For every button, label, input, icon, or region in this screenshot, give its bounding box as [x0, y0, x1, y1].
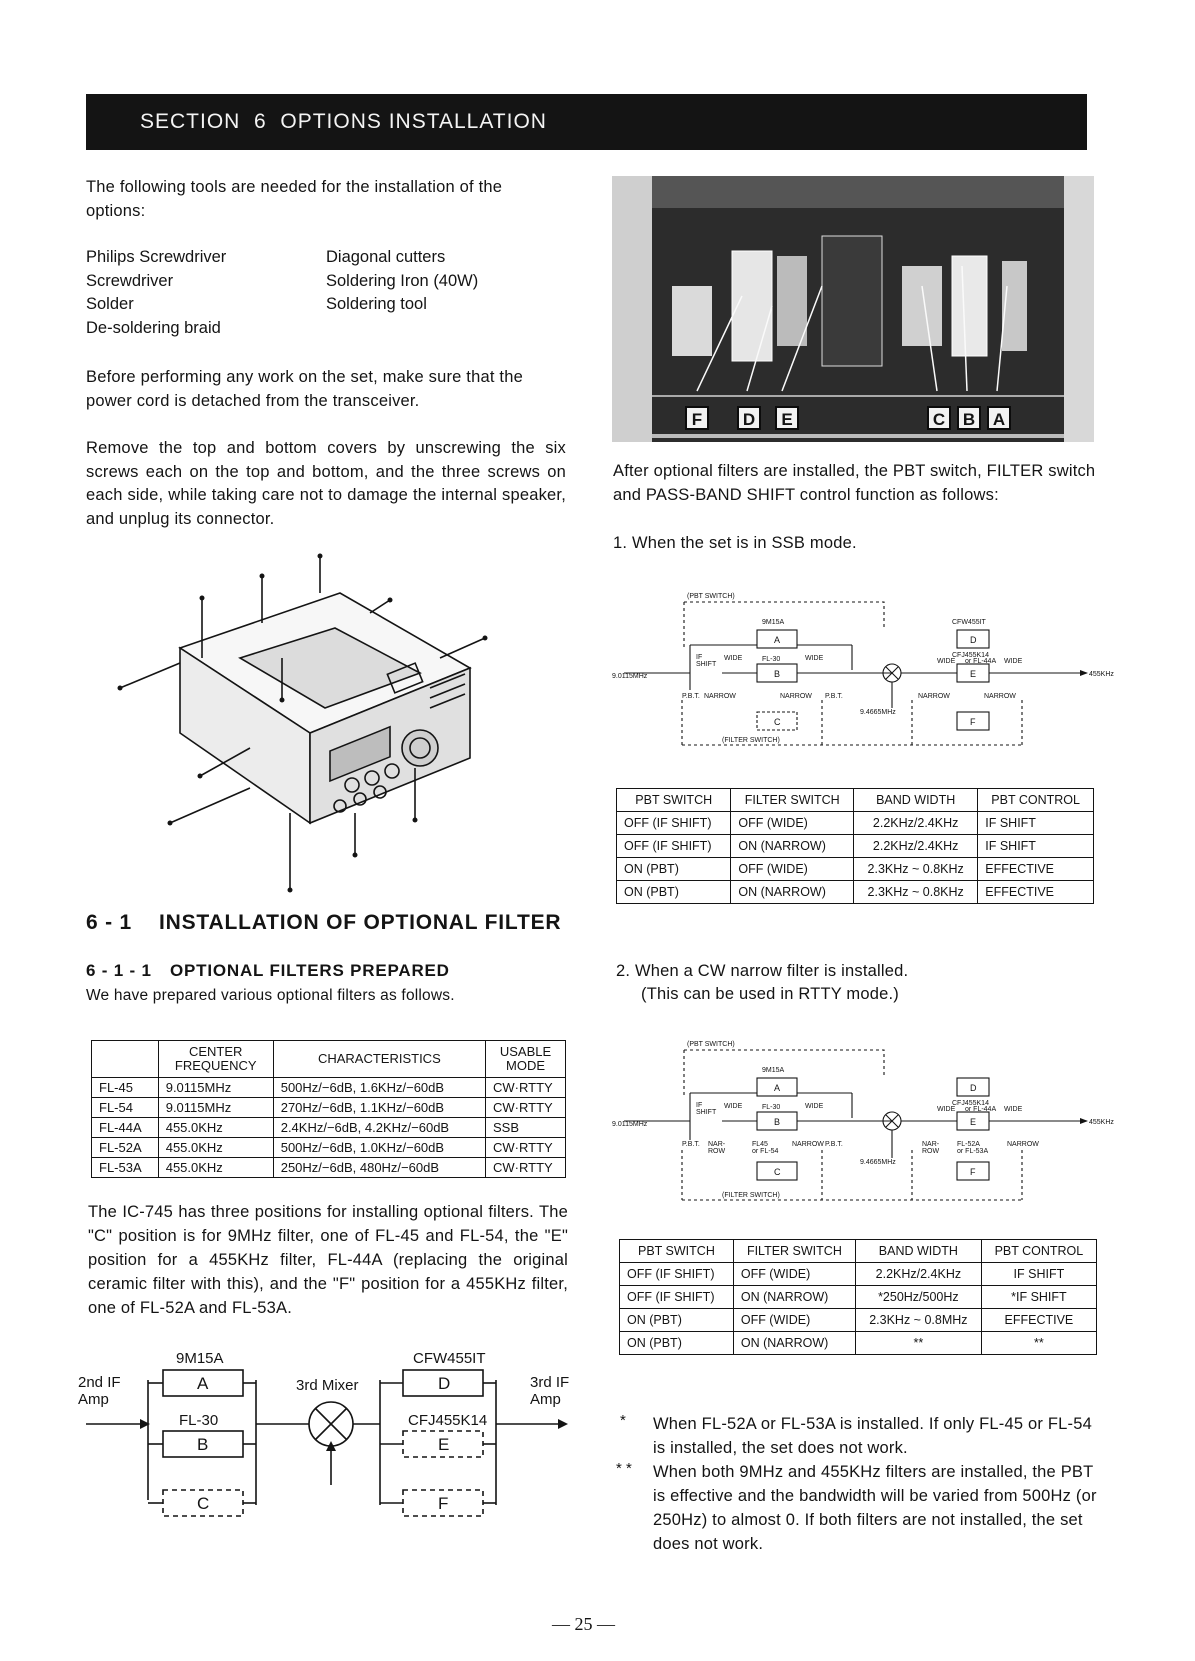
table-row: [620, 1263, 1097, 1286]
label-pbt: P.B.T.: [682, 1141, 700, 1148]
label-freq-out: 455KHz: [1089, 1119, 1114, 1126]
power-paragraph: Before performing any work on the set, make sure that the power cord is detached from the transceiver.: [86, 368, 523, 410]
table-cell: ON (PBT): [617, 881, 731, 904]
table-cell: 2.2KHz/2.4KHz: [854, 812, 978, 835]
label-cfw455it: CFW455IT: [952, 619, 986, 626]
table-cell: CW·RTTY: [486, 1098, 566, 1118]
label-9m15a: 9M15A: [762, 619, 785, 626]
table-cell: SSB: [486, 1118, 566, 1138]
table-cell: OFF (WIDE): [731, 858, 854, 881]
table-header: BAND WIDTH: [855, 1240, 981, 1263]
photo-label-b: B: [957, 406, 981, 430]
table-cell: CW·RTTY: [486, 1158, 566, 1178]
label-pbt-switch: (PBT SWITCH): [687, 593, 735, 600]
table-header: CENTER FREQUENCY: [158, 1041, 273, 1078]
table-cell: 2.3KHz ~ 0.8KHz: [854, 881, 978, 904]
photo-label-d: D: [737, 406, 761, 430]
page-number: — 25 —: [552, 1614, 615, 1634]
label-cfj455k14: CFJ455K14: [952, 652, 989, 659]
label-if: IF: [696, 1102, 703, 1109]
covers-paragraph: Remove the top and bottom covers by unscrewing the six screws each on the top and bottom, and the three screws on each side, while taking care not to damage the internal speaker, and unplug its connector.: [86, 439, 566, 528]
table-row: [617, 812, 1094, 835]
tool-item: Solder: [86, 295, 134, 313]
table-cell: ON (PBT): [617, 858, 731, 881]
table-row: [92, 1078, 566, 1098]
table-cell: **: [855, 1332, 981, 1355]
table-cell: 270Hz/−6dB, 1.1KHz/−60dB: [273, 1098, 485, 1118]
photo-label-c: C: [927, 406, 951, 430]
table-cell: EFFECTIVE: [981, 1309, 1096, 1332]
box-d: D: [970, 1083, 977, 1093]
label-shift: SHIFT: [696, 1109, 717, 1116]
box-e: E: [438, 1435, 450, 1454]
case1-heading: 1. When the set is in SSB mode.: [613, 534, 857, 552]
section-title: SECTION 6 OPTIONS INSTALLATION: [140, 110, 547, 133]
positions-paragraph: The IC-745 has three positions for installing optional filters. The "C" position is for 9MHz filter, one of FL-45 and FL-54, the "E" position for a 455KHz filter, FL-44A (replacing the original ceramic filter with this), and the "F" position for a 455KHz filter, one of FL-52A and FL-53A.: [88, 1203, 568, 1317]
box-d: D: [438, 1374, 451, 1393]
table-row: [620, 1332, 1097, 1355]
note-mark: * *: [616, 1460, 632, 1477]
intro-text: The following tools are needed for the installation of the options:: [86, 178, 503, 220]
table-header: PBT CONTROL: [981, 1240, 1096, 1263]
label-or-fl54: or FL-54: [752, 1148, 779, 1155]
note-text: When FL-52A or FL-53A is installed. If only FL-45 or FL-54 is installed, the set does not work.: [653, 1415, 1092, 1457]
label-cfw455it: CFW455IT: [413, 1350, 486, 1367]
tool-item: Screwdriver: [86, 271, 174, 290]
label-fl30: FL-30: [762, 1104, 781, 1111]
table-cell: *IF SHIFT: [981, 1286, 1096, 1309]
table-cell: ON (PBT): [620, 1309, 734, 1332]
table-header: FILTER SWITCH: [731, 789, 854, 812]
label-amp-out: Amp: [530, 1391, 561, 1408]
label-wide: WIDE: [937, 1106, 956, 1113]
table-cell: OFF (WIDE): [733, 1309, 855, 1332]
label-lo-freq: 9.4665MHz: [860, 709, 896, 716]
label-narrow: NARROW: [780, 693, 812, 700]
table-cell: ON (NARROW): [733, 1332, 855, 1355]
box-e: E: [970, 1117, 977, 1127]
label-amp-in: Amp: [78, 1391, 109, 1408]
table-cell: 2.3KHz ~ 0.8MHz: [855, 1309, 981, 1332]
tool-item: De-soldering braid: [86, 318, 221, 337]
label-pbt: P.B.T.: [682, 693, 700, 700]
table-row: [620, 1309, 1097, 1332]
table-cell: FL-54: [92, 1098, 159, 1118]
label-lo-freq: 9.4665MHz: [860, 1159, 896, 1166]
label-9m15a: 9M15A: [762, 1067, 785, 1074]
table-cell: ON (PBT): [620, 1332, 734, 1355]
label-pbt-switch: (PBT SWITCH): [687, 1041, 735, 1048]
box-d: D: [970, 635, 977, 645]
table-cell: 455.0KHz: [158, 1118, 273, 1138]
table-cell: IF SHIFT: [978, 835, 1094, 858]
label-filter-switch: (FILTER SWITCH): [722, 1192, 780, 1199]
box-f: F: [970, 1167, 976, 1177]
table-cell: FL-45: [92, 1078, 159, 1098]
filters-intro: We have prepared various optional filters as follows.: [86, 987, 455, 1004]
table-header: USABLE MODE: [486, 1041, 566, 1078]
table-cell: 2.3KHz ~ 0.8KHz: [854, 858, 978, 881]
table-row: [617, 881, 1094, 904]
label-fl30: FL-30: [179, 1412, 219, 1429]
table-header: PBT CONTROL: [978, 789, 1094, 812]
table-cell: 250Hz/−6dB, 480Hz/−60dB: [273, 1158, 485, 1178]
table-row: [92, 1118, 566, 1138]
tools-list-left: [86, 246, 316, 340]
table-row: [92, 1138, 566, 1158]
label-wide: WIDE: [1004, 1106, 1023, 1113]
label-9m15a: 9M15A: [176, 1350, 224, 1367]
table-cell: *250Hz/500Hz: [855, 1286, 981, 1309]
table-cell: **: [981, 1332, 1096, 1355]
transceiver-illustration: [90, 548, 560, 898]
table-cell: 455.0KHz: [158, 1158, 273, 1178]
label-narrow: NARROW: [1007, 1141, 1039, 1148]
table-row: [92, 1158, 566, 1178]
ssb-schematic: [612, 590, 1114, 780]
label-narrow: NARROW: [918, 693, 950, 700]
note-text: When both 9MHz and 455KHz filters are installed, the PBT is effective and the bandwidth will be varied from 500Hz (or 250Hz) to almost 0. If both filters are not installed, the set does not work.: [653, 1463, 1097, 1553]
label-narrow: NARROW: [704, 693, 736, 700]
table-cell: 9.0115MHz: [158, 1098, 273, 1118]
box-c: C: [774, 717, 781, 727]
table-cell: OFF (IF SHIFT): [620, 1263, 734, 1286]
label-freq-out: 455KHz: [1089, 671, 1114, 678]
label-2nd-if: 2nd IF: [78, 1374, 121, 1391]
heading-6-1-1-title: OPTIONAL FILTERS PREPARED: [170, 961, 450, 980]
label-fl30: FL-30: [762, 656, 781, 663]
table-header: CHARACTERISTICS: [273, 1041, 485, 1078]
label-3rd-if: 3rd IF: [530, 1374, 570, 1391]
filter-unit-photo: [612, 176, 1094, 442]
table-header: PBT SWITCH: [620, 1240, 734, 1263]
label-row: ROW: [708, 1148, 726, 1155]
table-cell: OFF (IF SHIFT): [617, 835, 731, 858]
label-freq-in: 9.0115MHz: [612, 673, 648, 680]
photo-label-a: A: [987, 406, 1011, 430]
label-fl52a: FL-52A: [957, 1141, 980, 1148]
ssb-mode-table: [616, 788, 1094, 904]
label-wide: WIDE: [805, 1103, 824, 1110]
label-or-fl44a: or FL-44A: [965, 658, 997, 665]
heading-6-1-title: INSTALLATION OF OPTIONAL FILTER: [159, 911, 562, 934]
label-wide: WIDE: [724, 1103, 743, 1110]
table-header: FILTER SWITCH: [733, 1240, 855, 1263]
label-fl45: FL45: [752, 1141, 768, 1148]
table-cell: OFF (WIDE): [731, 812, 854, 835]
table-cell: 500Hz/−6dB, 1.6KHz/−60dB: [273, 1078, 485, 1098]
table-cell: 500Hz/−6dB, 1.0KHz/−60dB: [273, 1138, 485, 1158]
case2-subheading: (This can be used in RTTY mode.): [641, 985, 899, 1003]
box-c: C: [197, 1494, 210, 1513]
table-cell: ON (NARROW): [733, 1286, 855, 1309]
label-wide: WIDE: [724, 655, 743, 662]
table-cell: 9.0115MHz: [158, 1078, 273, 1098]
label-nar: NAR-: [922, 1141, 940, 1148]
label-or-fl44a: or FL-44A: [965, 1106, 997, 1113]
tools-list-right: [326, 246, 566, 317]
label-shift: SHIFT: [696, 661, 717, 668]
table-cell: 2.4KHz/−6dB, 4.2KHz/−60dB: [273, 1118, 485, 1138]
label-wide: WIDE: [1004, 658, 1023, 665]
table-cell: ON (NARROW): [731, 835, 854, 858]
tool-item: Philips Screwdriver: [86, 248, 227, 266]
table-row: [617, 835, 1094, 858]
box-b: B: [774, 669, 781, 679]
label-wide: WIDE: [937, 658, 956, 665]
table-header: PBT SWITCH: [617, 789, 731, 812]
table-row: [92, 1098, 566, 1118]
label-3rd-mixer: 3rd Mixer: [296, 1377, 359, 1394]
cw-narrow-schematic: [612, 1040, 1114, 1210]
table-cell: 2.2KHz/2.4KHz: [854, 835, 978, 858]
table-row: [620, 1286, 1097, 1309]
table-cell: EFFECTIVE: [978, 858, 1094, 881]
table-cell: OFF (WIDE): [733, 1263, 855, 1286]
tool-item: Diagonal cutters: [326, 248, 446, 266]
label-freq-in: 9.0115MHz: [612, 1121, 648, 1128]
section-banner: [86, 94, 1087, 150]
tool-item: Soldering tool: [326, 295, 427, 313]
table-cell: 2.2KHz/2.4KHz: [855, 1263, 981, 1286]
box-c: C: [774, 1167, 781, 1177]
table-cell: CW·RTTY: [486, 1078, 566, 1098]
table-cell: IF SHIFT: [978, 812, 1094, 835]
tool-item: Soldering Iron (40W): [326, 271, 479, 290]
box-a: A: [197, 1374, 209, 1393]
label-pbt: P.B.T.: [825, 693, 843, 700]
table-cell: FL-53A: [92, 1158, 159, 1178]
label-cfj455k14: CFJ455K14: [408, 1412, 488, 1429]
photo-label-f: F: [685, 406, 709, 430]
note-mark: *: [620, 1412, 626, 1429]
box-f: F: [970, 717, 976, 727]
label-filter-switch: (FILTER SWITCH): [722, 737, 780, 744]
label-cfj455k14: CFJ455K14: [952, 1100, 989, 1107]
cw-narrow-table: [619, 1239, 1097, 1355]
table-cell: IF SHIFT: [981, 1263, 1096, 1286]
table-header: [92, 1041, 159, 1078]
table-cell: ON (NARROW): [731, 881, 854, 904]
box-e: E: [970, 669, 977, 679]
label-nar: NAR-: [708, 1141, 726, 1148]
table-cell: EFFECTIVE: [978, 881, 1094, 904]
photo-label-e: E: [775, 406, 799, 430]
table-cell: CW·RTTY: [486, 1138, 566, 1158]
label-narrow: NARROW: [792, 1141, 824, 1148]
box-f: F: [438, 1494, 449, 1513]
after-install-paragraph: After optional filters are installed, the PBT switch, FILTER switch and PASS-BAND SHIFT control function as follows:: [613, 462, 1096, 504]
filter-spec-table: [91, 1040, 566, 1178]
label-row: ROW: [922, 1148, 940, 1155]
box-b: B: [197, 1435, 209, 1454]
table-header: BAND WIDTH: [854, 789, 978, 812]
filter-position-diagram: [78, 1345, 578, 1535]
box-a: A: [774, 635, 781, 645]
table-cell: 455.0KHz: [158, 1138, 273, 1158]
heading-6-1-number: 6 - 1: [86, 911, 133, 934]
table-row: [617, 858, 1094, 881]
case2-heading: 2. When a CW narrow filter is installed.: [616, 962, 909, 980]
label-or-fl53a: or FL-53A: [957, 1148, 989, 1155]
label-if: IF: [696, 654, 703, 661]
table-cell: OFF (IF SHIFT): [617, 812, 731, 835]
table-cell: OFF (IF SHIFT): [620, 1286, 734, 1309]
table-cell: FL-52A: [92, 1138, 159, 1158]
box-b: B: [774, 1117, 781, 1127]
label-wide: WIDE: [805, 655, 824, 662]
label-pbt: P.B.T.: [825, 1141, 843, 1148]
table-cell: FL-44A: [92, 1118, 159, 1138]
heading-6-1-1-number: 6 - 1 - 1: [86, 961, 152, 980]
box-a: A: [774, 1083, 781, 1093]
label-narrow: NARROW: [984, 693, 1016, 700]
